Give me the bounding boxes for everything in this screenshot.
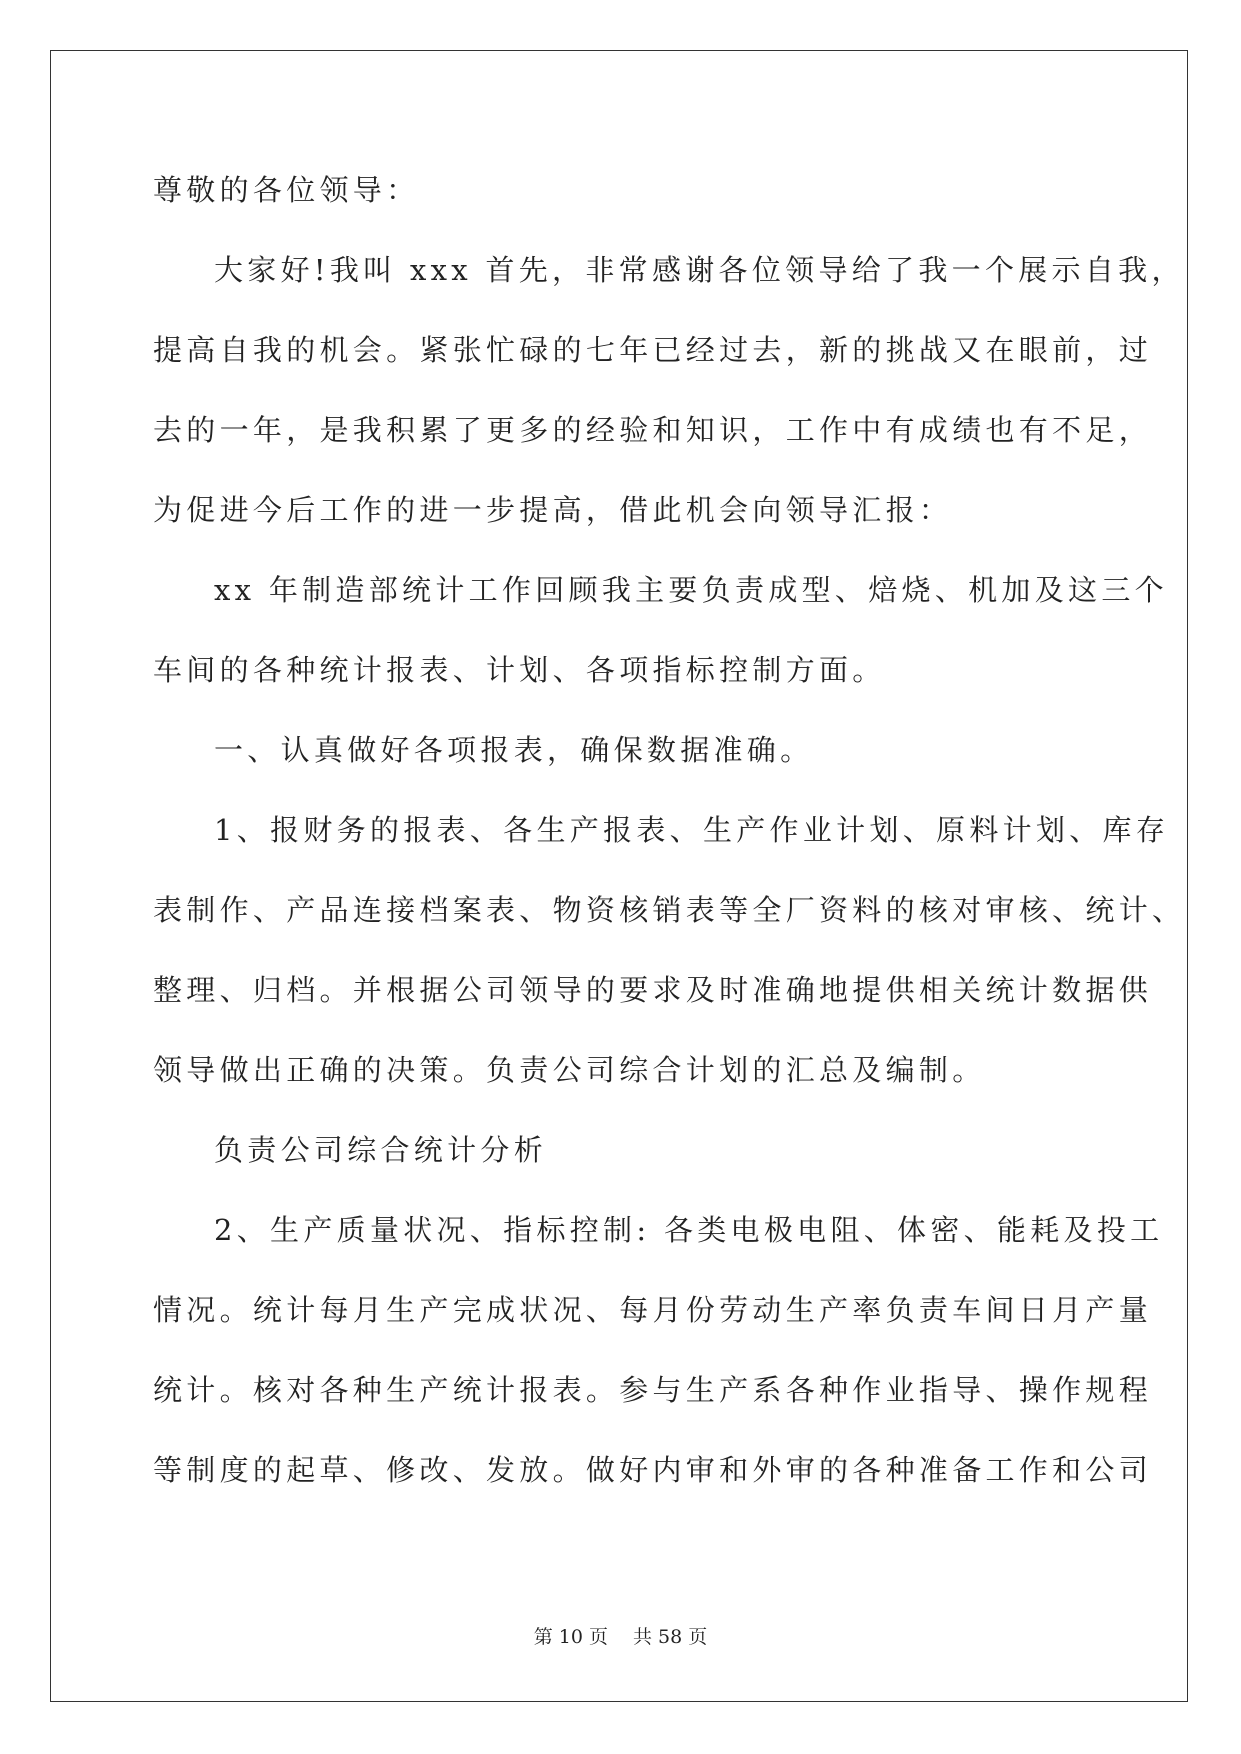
paragraph-line: 为促进今后工作的进一步提高，借此机会向领导汇报： — [153, 493, 953, 527]
paragraph-line: 1、报财务的报表、各生产报表、生产作业计划、原料计划、库存 — [214, 813, 1170, 847]
paragraph-line: 2、生产质量状况、指标控制: 各类电极电阻、体密、能耗及投工 — [214, 1213, 1164, 1247]
page-number-footer: 第 10 页 共 58 页 — [533, 1626, 708, 1648]
subheading-line: 负责公司综合统计分析 — [214, 1133, 548, 1167]
paragraph-line: 提高自我的机会。紧张忙碌的七年已经过去，新的挑战又在眼前，过 — [153, 333, 1153, 367]
paragraph-line: 去的一年，是我积累了更多的经验和知识，工作中有成绩也有不足， — [153, 413, 1153, 447]
paragraph-line: 车间的各种统计报表、计划、各项指标控制方面。 — [153, 653, 886, 687]
salutation-line: 尊敬的各位领导： — [153, 173, 420, 207]
document-body — [153, 168, 1186, 1528]
paragraph-line: 整理、归档。并根据公司领导的要求及时准确地提供相关统计数据供 — [153, 973, 1153, 1007]
paragraph-line: xx 年制造部统计工作回顾我主要负责成型、焙烧、机加及这三个 — [214, 573, 1168, 607]
paragraph-line: 大家好!我叫 xxx 首先，非常感谢各位领导给了我一个展示自我， — [214, 253, 1185, 287]
section-heading: 一、认真做好各项报表，确保数据准确。 — [214, 733, 814, 767]
paragraph-line: 情况。统计每月生产完成状况、每月份劳动生产率负责车间日月产量 — [153, 1293, 1153, 1327]
paragraph-line: 统计。核对各种生产统计报表。参与生产系各种作业指导、操作规程 — [153, 1373, 1153, 1407]
paragraph-line: 等制度的起草、修改、发放。做好内审和外审的各种准备工作和公司 — [153, 1453, 1153, 1487]
paragraph-line: 领导做出正确的决策。负责公司综合计划的汇总及编制。 — [153, 1053, 986, 1087]
paragraph-line: 表制作、产品连接档案表、物资核销表等全厂资料的核对审核、统计、 — [153, 893, 1186, 927]
